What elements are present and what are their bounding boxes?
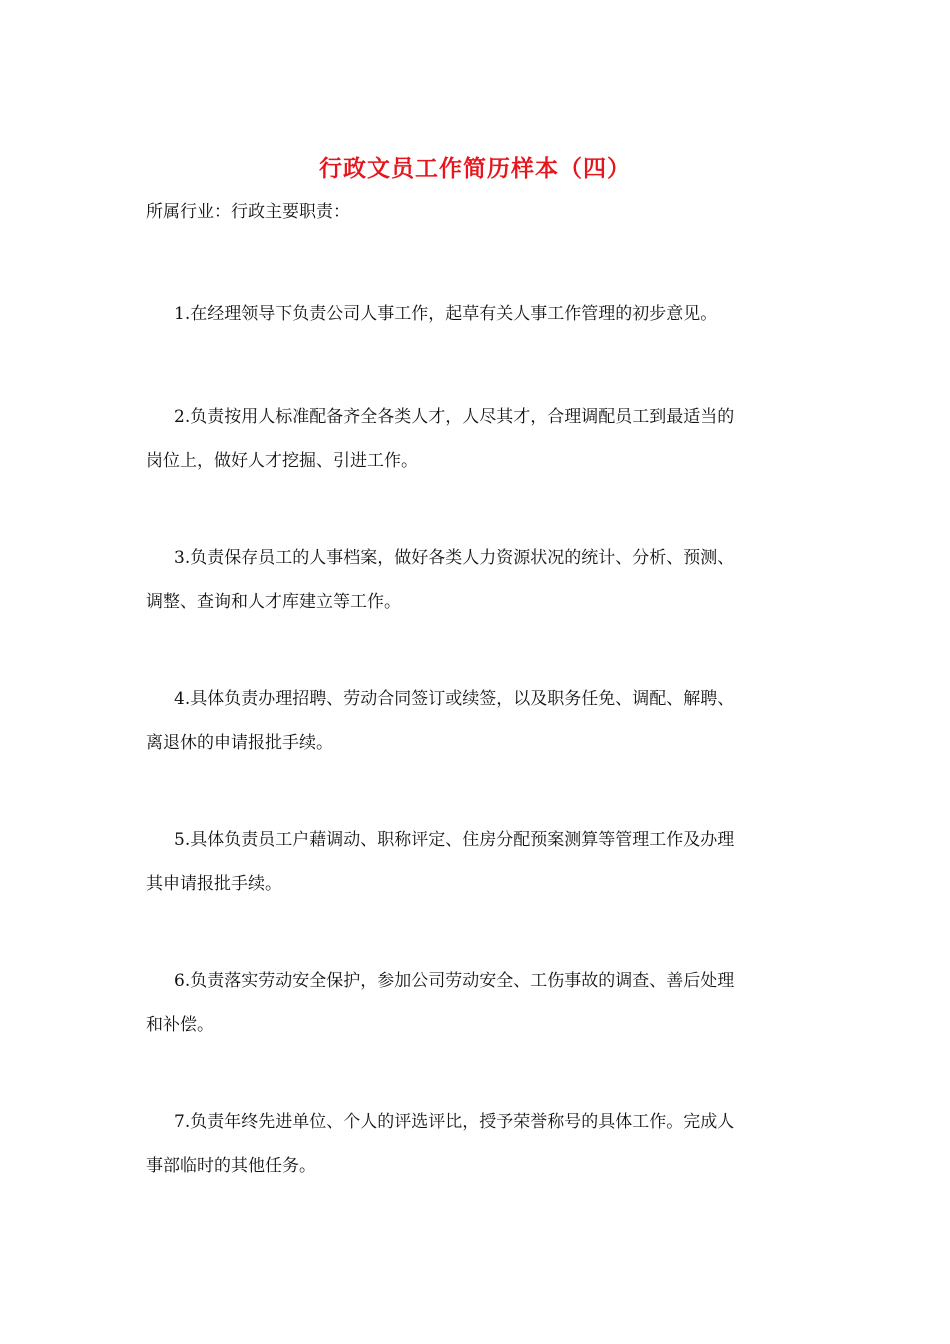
- duty-item-6-line-2: 和补偿。: [146, 1015, 214, 1035]
- document-title: 行政文员工作简历样本（四）: [319, 155, 631, 182]
- duty-item-2-line-2: 岗位上，做好人才挖掘、引进工作。: [146, 451, 418, 471]
- duty-item-5: [146, 818, 810, 906]
- duty-item-6: [146, 959, 810, 1047]
- duty-item-3-line-1: 3.负责保存员工的人事档案，做好各类人力资源状况的统计、分析、预测、: [174, 548, 735, 568]
- duty-item-5-line-2: 其申请报批手续。: [146, 874, 282, 894]
- industry-intro: 所属行业：行政主要职责：: [146, 202, 350, 222]
- duty-item-3: [146, 536, 810, 624]
- duty-item-1-line-1: 1.在经理领导下负责公司人事工作，起草有关人事工作管理的初步意见。: [174, 304, 718, 324]
- duty-item-4-line-1: 4.具体负责办理招聘、劳动合同签订或续签，以及职务任免、调配、解聘、: [174, 689, 735, 709]
- duty-item-2: [146, 395, 810, 483]
- duty-item-6-line-1: 6.负责落实劳动安全保护，参加公司劳动安全、工伤事故的调查、善后处理: [174, 971, 735, 991]
- duty-item-7: [146, 1100, 810, 1188]
- duty-item-3-line-2: 调整、查询和人才库建立等工作。: [146, 592, 401, 612]
- duty-item-1: [146, 292, 810, 336]
- duty-item-7-line-1: 7.负责年终先进单位、个人的评选评比，授予荣誉称号的具体工作。完成人: [174, 1112, 735, 1132]
- duty-item-2-line-1: 2.负责按用人标准配备齐全各类人才，人尽其才，合理调配员工到最适当的: [174, 407, 735, 427]
- duty-item-7-line-2: 事部临时的其他任务。: [146, 1156, 316, 1176]
- duty-item-4: [146, 677, 810, 765]
- duty-item-4-line-2: 离退休的申请报批手续。: [146, 733, 333, 753]
- duty-item-5-line-1: 5.具体负责员工户藉调动、职称评定、住房分配预案测算等管理工作及办理: [174, 830, 735, 850]
